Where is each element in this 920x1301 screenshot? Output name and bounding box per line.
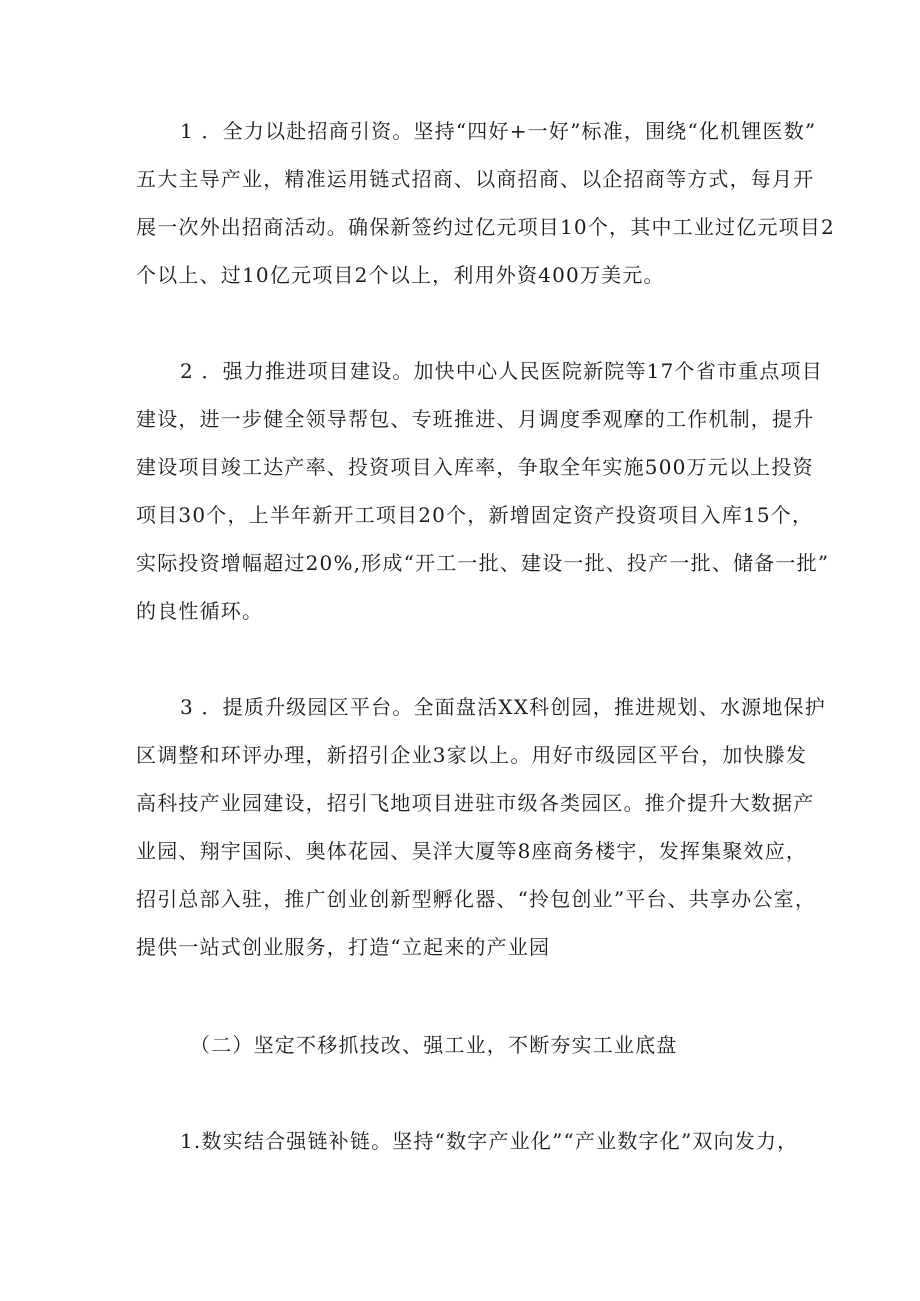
- paragraph-3-line-6: 提供一站式创业服务，打造“立起来的产业园: [136, 935, 551, 959]
- paragraph-3-line-4: 业园、翔宇国际、奥体花园、昊洋大厦等8座商务楼宇，发挥集聚效应，: [136, 839, 808, 863]
- paragraph-1-line-3: 展一次外出招商活动。确保新签约过亿元项目10个，其中工业过亿元项目2: [136, 215, 835, 239]
- paragraph-2-line-4: 项目30个，上半年新开工项目20个，新增固定资产投资项目入库15个，: [136, 503, 814, 527]
- paragraph-2-line-2: 建设，进一步健全领导帮包、专班推进、月调度季观摩的工作机制，提升: [136, 407, 815, 431]
- paragraph-2-line-5: 实际投资增幅超过20%,形成“开工一批、建设一批、投产一批、储备一批”: [136, 551, 830, 575]
- paragraph-2-line-6: 的良性循环。: [136, 599, 264, 623]
- paragraph-4-line-1: 1.数实结合强链补链。坚持“数字产业化”“产业数字化”双向发力，: [180, 1129, 799, 1153]
- paragraph-3-line-2: 区调整和环评办理，新招引企业3家以上。用好市级园区平台，加快滕发: [136, 743, 808, 767]
- paragraph-1-line-4: 个以上、过10亿元项目2个以上，利用外资400万美元。: [136, 263, 665, 287]
- paragraph-1-line-2: 五大主导产业，精准运用链式招商、以商招商、以企招商等方式，每月开: [136, 167, 815, 191]
- paragraph-3-line-3: 高科技产业园建设，招引飞地项目进驻市级各类园区。推介提升大数据产: [136, 791, 815, 815]
- paragraph-3-line-5: 招引总部入驻，推广创业创新型孵化器、“拎包创业”平台、共享办公室，: [136, 887, 817, 911]
- paragraph-1-line-1: 1 ．全力以赴招商引资。坚持“四好+一好”标准，围绕“化机锂医数”: [180, 119, 817, 143]
- paragraph-2-line-3: 建设项目竣工达产率、投资项目入库率，争取全年实施500万元以上投资: [136, 455, 814, 479]
- paragraph-3-line-1: 3 ．提质升级园区平台。全面盘活XX科创园，推进规划、水源地保护: [180, 695, 826, 719]
- paragraph-2-line-1: 2 ．强力推进项目建设。加快中心人民医院新院等17个省市重点项目: [180, 359, 823, 383]
- section-heading: （二）坚定不移抓技改、强工业，不断夯实工业底盘: [190, 1033, 678, 1057]
